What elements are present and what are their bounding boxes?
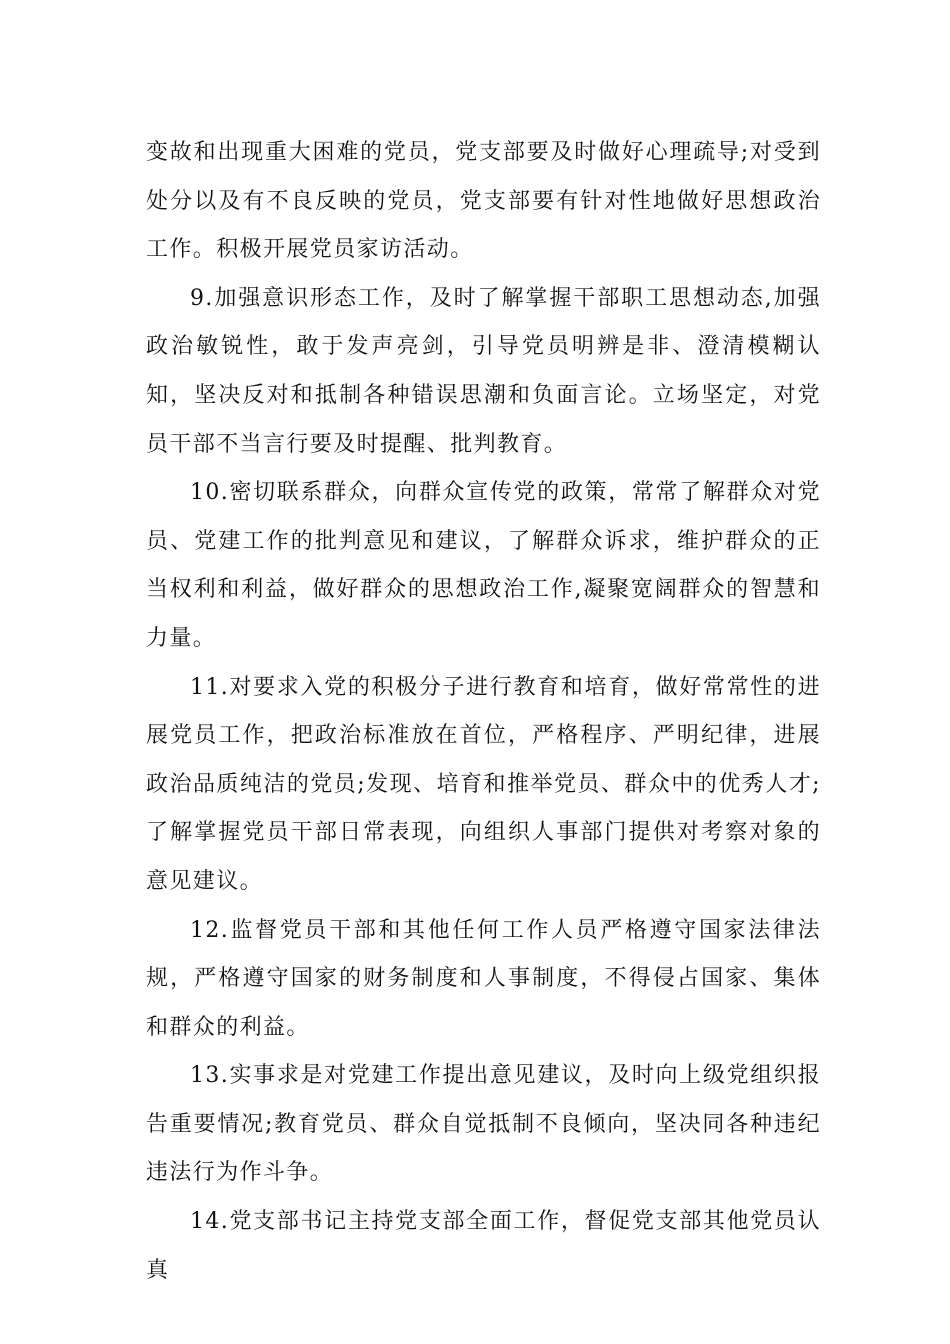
paragraph-item-10: 10.密切联系群众，向群众宣传党的政策，常常了解群众对党员、党建工作的批判意见和建议，了解群众诉求，维护群众的正当权利和利益，做好群众的思想政治工作,凝聚宽阔群众的智慧和力量。 [146, 480, 821, 651]
paragraph-item-11: 11.对要求入党的积极分子进行教育和培育，做好常常性的进展党员工作，把政治标准放在首位，严格程序、严明纪律，进展政治品质纯洁的党员;发现、培育和推举党员、群众中的优秀人才;了解掌握党员干部日常表现，向组织人事部门提供对考察对象的意见建议。 [146, 674, 821, 894]
paragraph-item-13: 13.实事求是对党建工作提出意见建议，及时向上级党组织报告重要情况;教育党员、群众自觉抵制不良倾向，坚决同各种违纪违法行为作斗争。 [146, 1063, 821, 1186]
paragraph-item-12: 12.监督党员干部和其他任何工作人员严格遵守国家法律法规，严格遵守国家的财务制度和人事制度，不得侵占国家、集体和群众的利益。 [146, 917, 821, 1040]
paragraph-item-14: 14.党支部书记主持党支部全面工作，督促党支部其他党员认真 [146, 1209, 821, 1283]
paragraph-item-9: 9.加强意识形态工作，及时了解掌握干部职工思想动态,加强政治敏锐性，敢于发声亮剑，引导党员明辨是非、澄清模糊认知，坚决反对和抵制各种错误思潮和负面言论。立场坚定，对党员干部不当言行要及时提醒、批判教育。 [146, 285, 821, 457]
document-body [146, 129, 821, 1295]
paragraph-continuation: 变故和出现重大困难的党员，党支部要及时做好心理疏导;对受到处分以及有不良反映的党员，党支部要有针对性地做好思想政治工作。积极开展党员家访活动。 [146, 140, 821, 263]
